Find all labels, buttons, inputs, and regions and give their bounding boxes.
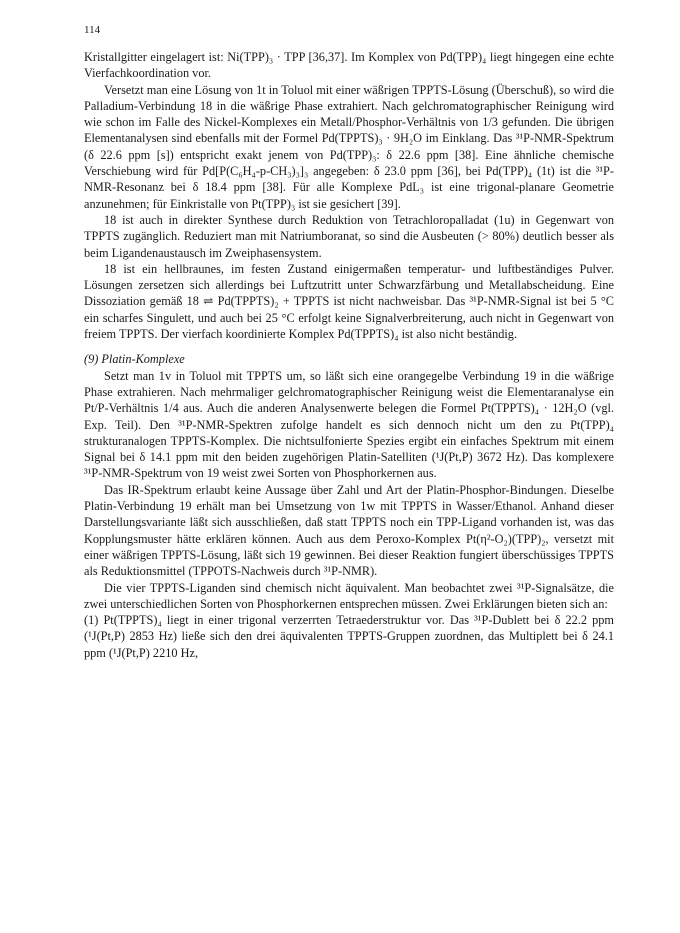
paragraph: (1) Pt(TPPTS)₄ liegt in einer trigonal verzerrten Tetraederstruktur vor. Das ³¹P-Dublett bei δ 22.2 ppm (¹J(Pt,P) 2853 Hz) ließe sich den drei äquivalenten TPPTS-Gruppen zuordnen, das Multiplett bei δ 24.1 ppm (¹J(Pt,P) 2210 Hz, xyxy=(84,613,614,660)
paragraph: 18 ist ein hellbraunes, im festen Zustand einigermaßen temperatur- und luftbeständiges Pulver. Lösungen zersetzen sich allerdings bei Luftzutritt unter Schwarzfärbung und Metallabscheidung. Eine Dissoziation gemäß 18 ⇌ Pd(TPPTS)₂ + TPPTS ist nicht nachweisbar. Das ³¹P-NMR-Signal ist bei 5 °C ein scharfes Singulett, und auch bei 25 °C erfolgt keine Signalverbreiterung, auch nicht in Gegenwart von freiem TPPTS. Der vierfach koordinierte Komplex Pd(TPPTS)₄ ist also nicht beständig. xyxy=(84,261,614,342)
page-body xyxy=(84,49,614,661)
page-number: 114 xyxy=(84,24,101,36)
paragraph: 18 ist auch in direkter Synthese durch Reduktion von Tetrachloropalladat (1u) in Gegenwart von TPPTS zugänglich. Reduziert man mit Natriumboranat, so sind die Ausbeuten (> 80%) deutlich besser als beim Ligandenaustausch im Zweiphasensystem. xyxy=(84,212,614,260)
section-heading: (9) Platin-Komplexe xyxy=(84,352,185,367)
paragraph: Das IR-Spektrum erlaubt keine Aussage über Zahl und Art der Platin-Phosphor-Bindungen. Dieselbe Platin-Verbindung 19 erhält man bei Umsetzung von 1w mit TPPTS in Wasser/Ethanol. Anhand dieser Darstellungsvariante läßt sich ausschließen, daß statt TPPTS noch ein TPP-Ligand vorhanden ist, was das Kopplungsmuster hätte erklären können. Auch aus dem Peroxo-Komplex Pt(η²-O₂)(TPP)₂, versetzt mit einer wäßrigen TPPTS-Lösung, läßt sich 19 gewinnen. Bei dieser Reaktion fungiert überschüssiges TPPTS als Reduktionsmittel (TPPOTS-Nachweis durch ³¹P-NMR). xyxy=(84,482,614,579)
paragraph: Versetzt man eine Lösung von 1t in Toluol mit einer wäßrigen TPPTS-Lösung (Überschuß), so wird die Palladium-Verbindung 18 in die wäßrige Phase extrahiert. Nach gelchromatographischer Reinigung wird wie schon im Falle des Nickel-Komplexes ein Metall/Phosphor-Verhältnis von 1/3 gefunden. Die übrigen Elementanalysen sind ebenfalls mit der Formel Pd(TPPTS)₃ · 9H₂O im Einklang. Das ³¹P-NMR-Spektrum (δ 22.6 ppm [s]) entspricht exakt jenem von Pd(TPP)₃: δ 22.6 ppm [38]. Eine ähnliche chemische Verschiebung wird für Pd[P(C₆H₄-p-CH₃)₃]₃ angegeben: δ 23.0 ppm [36], bei Pd(TPP)₄ (1t) ist die ³¹P-NMR-Resonanz bei δ 18.4 ppm [38]. Für alle Komplexe PdL₃ ist eine trigonal-planare Geometrie anzunehmen; für Einkristalle von Pt(TPP)₃ ist sie gesichert [39]. xyxy=(84,82,614,211)
paragraph: Kristallgitter eingelagert ist: Ni(TPP)₃ · TPP [36,37]. Im Komplex von Pd(TPP)₄ liegt hingegen eine echte Vierfachkoordination vor. xyxy=(84,50,614,81)
section-gap xyxy=(84,342,614,351)
paragraph: Setzt man 1v in Toluol mit TPPTS um, so läßt sich eine orangegelbe Verbindung 19 in die wäßrige Phase extrahieren. Nach mehrmaliger gelchromatographischer Reinigung weist die Elementaranalyse ein Pt/P-Verhältnis 1/4 aus. Auch die anderen Analysenwerte belegen die Formel Pt(TPPTS)₄ · 12H₂O (vgl. Exp. Teil). Den ³¹P-NMR-Spektren zufolge handelt es sich dennoch nicht um den zu Pt(TPP)₄ strukturanalogen TPPTS-Komplex. Die nichtsulfonierte Spezies ergibt ein einfaches Spektrum mit einem Signal bei δ 14.1 ppm mit den beiden zugehörigen Platin-Satelliten (¹J(Pt,P) 3672 Hz). Das komplexere ³¹P-NMR-Spektrum von 19 weist zwei Sorten von Phosphorkernen aus. xyxy=(84,368,614,481)
page xyxy=(84,24,614,661)
paragraph: Die vier TPPTS-Liganden sind chemisch nicht äquivalent. Man beobachtet zwei ³¹P-Signalsätze, die zwei unterschiedlichen Sorten von Phosphorkernen entsprechen müssen. Zwei Erklärungen bieten sich an: xyxy=(84,580,614,611)
